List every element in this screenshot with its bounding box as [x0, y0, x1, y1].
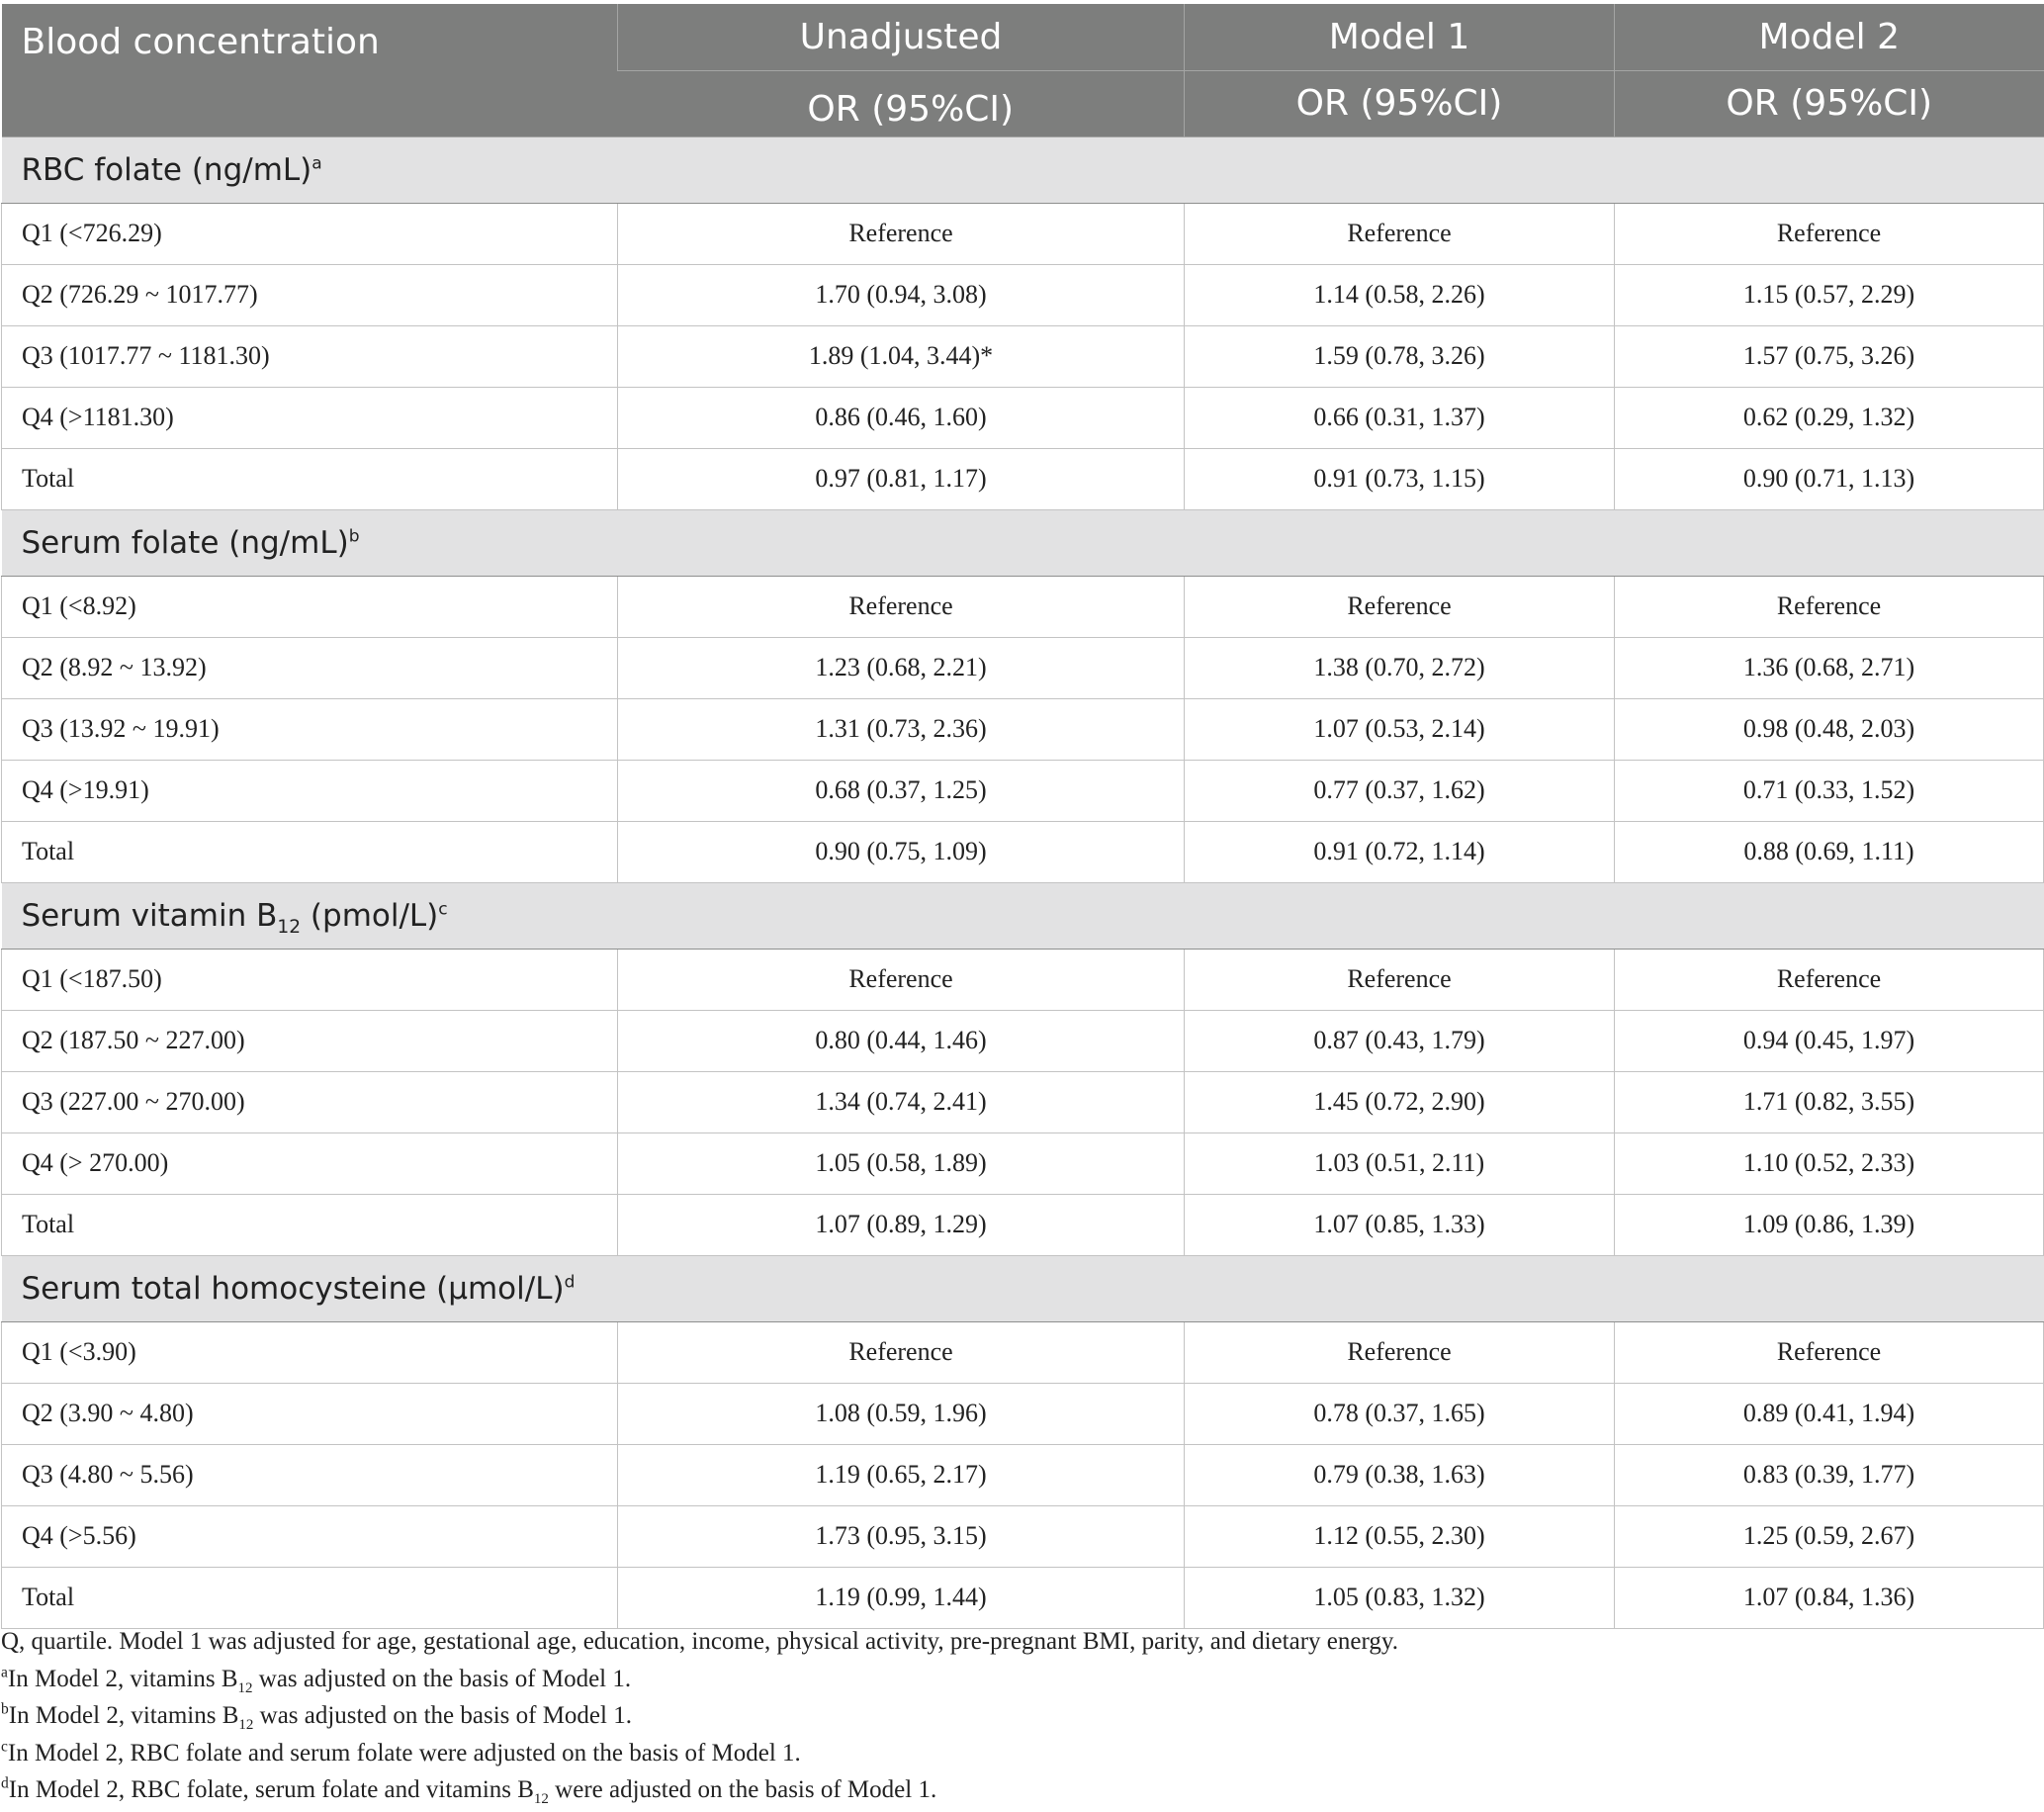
cell-unadjusted: 1.31 (0.73, 2.36): [618, 698, 1185, 760]
cell-unadjusted: 0.80 (0.44, 1.46): [618, 1010, 1185, 1071]
table-row: [2, 1383, 2044, 1444]
cell-model-2: 1.07 (0.84, 1.36): [1615, 1567, 2044, 1628]
table-row: [2, 1071, 2044, 1132]
cell-model-1: 1.07 (0.85, 1.33): [1185, 1194, 1615, 1255]
row-label: Q2 (187.50 ~ 227.00): [2, 1010, 618, 1071]
row-label: Q4 (> 270.00): [2, 1132, 618, 1194]
table-row: [2, 949, 2044, 1010]
cell-model-2: 0.94 (0.45, 1.97): [1615, 1010, 2044, 1071]
row-label: Q1 (<3.90): [2, 1321, 618, 1383]
cell-model-2: 0.98 (0.48, 2.03): [1615, 698, 2044, 760]
row-label: Q3 (4.80 ~ 5.56): [2, 1444, 618, 1505]
cell-model-2: 1.57 (0.75, 3.26): [1615, 325, 2044, 387]
row-label: Total: [2, 1194, 618, 1255]
table-header: [2, 4, 2044, 136]
section-header-serum-homocysteine: [2, 1255, 2044, 1321]
cell-unadjusted: 1.19 (0.99, 1.44): [618, 1567, 1185, 1628]
section-header-serum-vitamin-b12: [2, 882, 2044, 949]
cell-model-2: 1.71 (0.82, 3.55): [1615, 1071, 2044, 1132]
row-label: Q3 (13.92 ~ 19.91): [2, 698, 618, 760]
cell-model-1: 1.12 (0.55, 2.30): [1185, 1505, 1615, 1567]
cell-model-1: 0.77 (0.37, 1.62): [1185, 760, 1615, 821]
footnote-c: $^c$In Model 2, RBC folate and serum folate were adjusted on the basis of Model 1.: [1, 1738, 801, 1767]
cell-model-2: 1.15 (0.57, 2.29): [1615, 264, 2044, 325]
table-row: [2, 387, 2044, 448]
cell-model-2: 0.71 (0.33, 1.52): [1615, 760, 2044, 821]
cell-model-2: 1.10 (0.52, 2.33): [1615, 1132, 2044, 1194]
cell-model-1: 0.66 (0.31, 1.37): [1185, 387, 1615, 448]
table-row: [2, 1132, 2044, 1194]
table-footnotes: [1, 1623, 2038, 1809]
section-header-serum-folate: [2, 509, 2044, 576]
table-body: [2, 136, 2044, 1628]
cell-unadjusted: 1.89 (1.04, 3.44)*: [618, 325, 1185, 387]
cell-model-1: 1.59 (0.78, 3.26): [1185, 325, 1615, 387]
row-label: Total: [2, 448, 618, 509]
table-row: [2, 1194, 2044, 1255]
row-label: Q2 (3.90 ~ 4.80): [2, 1383, 618, 1444]
header-unadjusted: Unadjusted: [618, 4, 1185, 70]
cell-model-2: 0.83 (0.39, 1.77): [1615, 1444, 2044, 1505]
footnote-b: $^b$In Model 2, vitamins $B_{12}$ was adjusted on the basis of Model 1.: [1, 1700, 632, 1733]
row-label: Total: [2, 821, 618, 882]
cell-model-1: 1.07 (0.53, 2.14): [1185, 698, 1615, 760]
cell-unadjusted: Reference: [618, 576, 1185, 637]
row-label: Q4 (>5.56): [2, 1505, 618, 1567]
section-title: Serum vitamin $B_{12}$ (pmol/L)$^c$: [2, 882, 2044, 949]
row-label: Q4 (>19.91): [2, 760, 618, 821]
row-label: Q4 (>1181.30): [2, 387, 618, 448]
cell-unadjusted: Reference: [618, 949, 1185, 1010]
subheader-or-unadjusted: OR (95%CI): [618, 70, 1185, 136]
table-row: [2, 1321, 2044, 1383]
cell-model-2: 0.89 (0.41, 1.94): [1615, 1383, 2044, 1444]
cell-model-2: 1.25 (0.59, 2.67): [1615, 1505, 2044, 1567]
table-row: [2, 698, 2044, 760]
cell-unadjusted: 1.19 (0.65, 2.17): [618, 1444, 1185, 1505]
row-label: Total: [2, 1567, 618, 1628]
cell-model-1: 0.78 (0.37, 1.65): [1185, 1383, 1615, 1444]
row-label: Q2 (726.29 ~ 1017.77): [2, 264, 618, 325]
cell-unadjusted: 0.86 (0.46, 1.60): [618, 387, 1185, 448]
cell-model-2: Reference: [1615, 576, 2044, 637]
cell-unadjusted: 0.97 (0.81, 1.17): [618, 448, 1185, 509]
footnote-main: Q, quartile. Model 1 was adjusted for age, gestational age, education, income, physical activity, pre-pregnant BMI, parity, and dietary energy.: [1, 1628, 1398, 1655]
footnote-a: $^a$In Model 2, vitamins $B_{12}$ was adjusted on the basis of Model 1.: [1, 1664, 632, 1696]
cell-model-1: Reference: [1185, 1321, 1615, 1383]
section-title: Serum folate $(ng/mL)^b$: [2, 509, 2044, 576]
cell-unadjusted: 0.68 (0.37, 1.25): [618, 760, 1185, 821]
row-label: Q2 (8.92 ~ 13.92): [2, 637, 618, 698]
cell-unadjusted: Reference: [618, 1321, 1185, 1383]
cell-model-2: Reference: [1615, 949, 2044, 1010]
section-title: RBC folate $(ng/mL)^a$: [2, 136, 2044, 203]
subheader-or-model-2: OR (95%CI): [1615, 70, 2044, 136]
row-label: Q3 (1017.77 ~ 1181.30): [2, 325, 618, 387]
cell-model-2: Reference: [1615, 1321, 2044, 1383]
table-row: [2, 1444, 2044, 1505]
header-model-2: Model 2: [1615, 4, 2044, 70]
footnote-d: $^d$In Model 2, RBC folate, serum folate and vitamins $B_{12}$ were adjusted on the basis of Model 1.: [1, 1774, 937, 1807]
table-row: [2, 576, 2044, 637]
header-model-1: Model 1: [1185, 4, 1615, 70]
cell-unadjusted: 1.05 (0.58, 1.89): [618, 1132, 1185, 1194]
row-label: Q1 (<8.92): [2, 576, 618, 637]
cell-model-2: 1.09 (0.86, 1.39): [1615, 1194, 2044, 1255]
odds-ratio-table: [1, 4, 2044, 1629]
cell-model-1: Reference: [1185, 203, 1615, 264]
cell-model-2: 1.36 (0.68, 2.71): [1615, 637, 2044, 698]
cell-model-1: 1.03 (0.51, 2.11): [1185, 1132, 1615, 1194]
results-table-container: [1, 4, 2043, 1629]
cell-unadjusted: Reference: [618, 203, 1185, 264]
cell-unadjusted: 1.07 (0.89, 1.29): [618, 1194, 1185, 1255]
cell-model-1: 0.79 (0.38, 1.63): [1185, 1444, 1615, 1505]
table-row: [2, 448, 2044, 509]
cell-model-1: 1.05 (0.83, 1.32): [1185, 1567, 1615, 1628]
table-row: [2, 1567, 2044, 1628]
cell-unadjusted: 1.73 (0.95, 3.15): [618, 1505, 1185, 1567]
table-row: [2, 325, 2044, 387]
header-blood-concentration: Blood concentration: [2, 4, 618, 136]
row-label: Q1 (<726.29): [2, 203, 618, 264]
cell-model-1: 0.91 (0.73, 1.15): [1185, 448, 1615, 509]
table-row: [2, 1505, 2044, 1567]
cell-model-2: 0.90 (0.71, 1.13): [1615, 448, 2044, 509]
table-row: [2, 264, 2044, 325]
cell-model-1: Reference: [1185, 576, 1615, 637]
cell-unadjusted: 1.23 (0.68, 2.21): [618, 637, 1185, 698]
cell-model-2: Reference: [1615, 203, 2044, 264]
cell-model-1: 0.91 (0.72, 1.14): [1185, 821, 1615, 882]
row-label: Q1 (<187.50): [2, 949, 618, 1010]
cell-model-1: Reference: [1185, 949, 1615, 1010]
cell-model-1: 1.38 (0.70, 2.72): [1185, 637, 1615, 698]
table-row: [2, 1010, 2044, 1071]
section-title: Serum total homocysteine $(\mu mol/L)^d$: [2, 1255, 2044, 1321]
table-row: [2, 203, 2044, 264]
cell-model-1: 1.45 (0.72, 2.90): [1185, 1071, 1615, 1132]
cell-model-1: 1.14 (0.58, 2.26): [1185, 264, 1615, 325]
table-row: [2, 637, 2044, 698]
table-row: [2, 821, 2044, 882]
cell-unadjusted: 1.70 (0.94, 3.08): [618, 264, 1185, 325]
section-header-rbc-folate: [2, 136, 2044, 203]
table-row: [2, 760, 2044, 821]
subheader-or-model-1: OR (95%CI): [1185, 70, 1615, 136]
cell-unadjusted: 1.34 (0.74, 2.41): [618, 1071, 1185, 1132]
cell-unadjusted: 1.08 (0.59, 1.96): [618, 1383, 1185, 1444]
cell-model-1: 0.87 (0.43, 1.79): [1185, 1010, 1615, 1071]
row-label: Q3 (227.00 ~ 270.00): [2, 1071, 618, 1132]
cell-model-2: 0.62 (0.29, 1.32): [1615, 387, 2044, 448]
cell-model-2: 0.88 (0.69, 1.11): [1615, 821, 2044, 882]
cell-unadjusted: 0.90 (0.75, 1.09): [618, 821, 1185, 882]
